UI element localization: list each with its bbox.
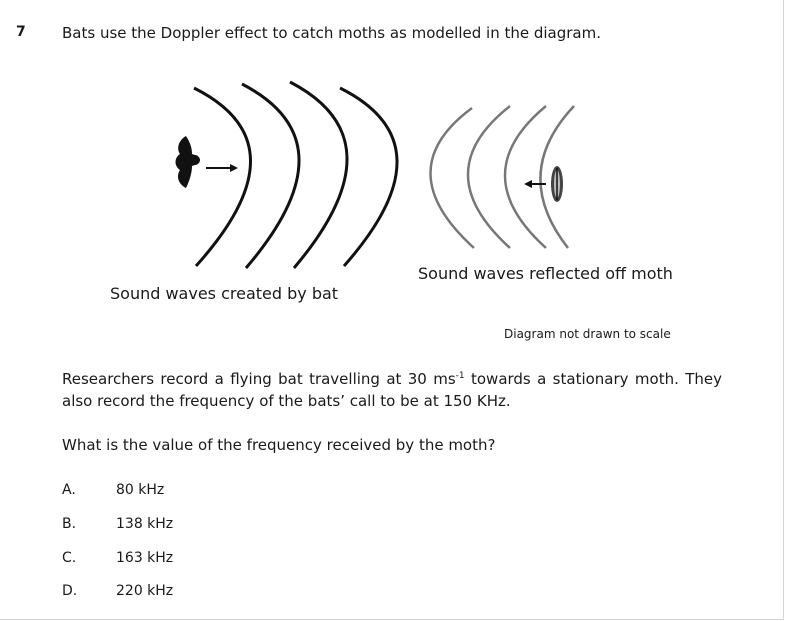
- question-paragraph: [62, 368, 722, 412]
- doppler-diagram: [100, 60, 600, 280]
- option-text: 163 kHz: [116, 550, 174, 566]
- option-letter: C.: [62, 550, 77, 566]
- bat-direction-arrow-icon: [206, 164, 238, 172]
- unit-exponent: -1: [455, 371, 465, 381]
- question-intro: Bats use the Doppler effect to catch moths as modelled in the diagram.: [62, 24, 602, 42]
- option-d[interactable]: [62, 583, 173, 599]
- option-letter: A.: [62, 482, 76, 498]
- option-b[interactable]: [62, 516, 173, 532]
- option-letter: B.: [62, 516, 77, 532]
- paragraph-text-start: Researchers record a flying bat travelling at 30 ms: [62, 370, 456, 388]
- paragraph-text-end: towards a stationary moth. They also record the frequency of the bats’ call to be at 150 KHz.: [62, 370, 722, 410]
- option-a[interactable]: [62, 482, 164, 498]
- moth-waves-caption: Sound waves reflected off moth: [418, 264, 673, 283]
- question-number: 7: [16, 24, 26, 40]
- option-c[interactable]: [62, 550, 173, 566]
- moth-direction-arrow-icon: [524, 180, 546, 188]
- bat-waves-caption: Sound waves created by bat: [110, 284, 339, 303]
- question-ask: What is the value of the frequency received by the moth?: [62, 436, 496, 454]
- moth-icon: [551, 166, 563, 202]
- bat-icon: [176, 136, 201, 188]
- option-text: 138 kHz: [116, 516, 174, 532]
- bat-sound-waves: [194, 82, 397, 268]
- option-letter: D.: [62, 583, 78, 599]
- option-text: 80 kHz: [116, 482, 165, 498]
- option-text: 220 kHz: [116, 583, 174, 599]
- scale-note: Diagram not drawn to scale: [504, 327, 671, 341]
